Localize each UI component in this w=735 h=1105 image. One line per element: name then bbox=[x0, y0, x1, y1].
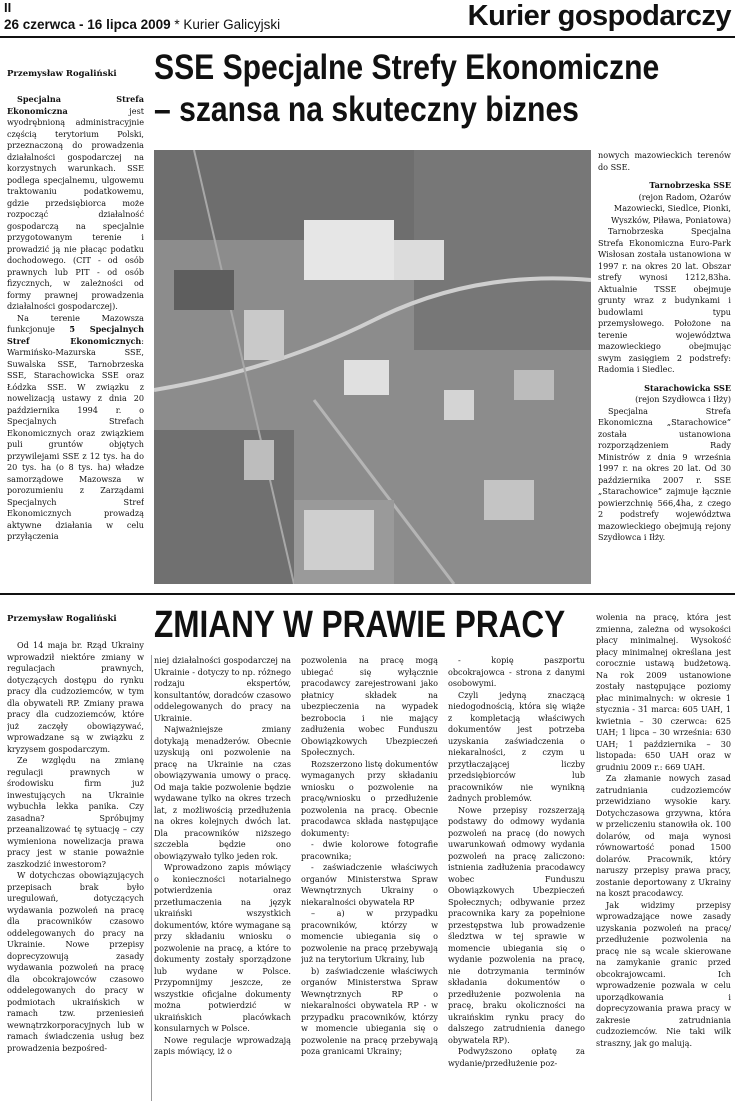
p2-bold: 5 Specjalnych Stref Ekonomicznych bbox=[7, 324, 144, 346]
a2-c2-p3: Wprowadzono zapis mówiący o konieczności notarialnego potwierdzenia oraz przetłumaczenia na język ukraiński wszystkich dokumentów, które wymagane są przy składaniu wniosku o pozwolenie na pracę, a które to dokumenty zostały sporządzone lub wydane w Polsce. Przypomnijmy jeszcze, ze wszystkie oficjalne dokumenty można potwierdzić w ukraińskich placówkach konsularnych w Polsce. bbox=[154, 862, 291, 1033]
starachowicka-text: Specjalna Strefa Ekonomiczna „Starachowice” została ustanowiona rozporządzeniem Rady Ministrów z dnia 9 września 1997 r. na okres 20 lat. Od 30 października 2007 r. SSE „Starachowice” zajmuje łącznie powierzchnię 566,4ha, z czego 2 podstrefy województwa mazowieckiego obejmują rejony Szydłowca i Iłży. bbox=[598, 405, 731, 542]
lead-text: jest wyodrębnioną administracyjnie częścią terytorium Polski, przeznaczoną do prowadzenia działalności gospodarczej na korzystnych warunkach. SSE podlega specjalnemu, ulgowemu traktowaniu podatkowemu, gdzie przedsiębiorca może rozpocząć działalność gospodarczą na specjalnie przygotowanym terenie i prowadzić ją nie płacąc podatku dochodowego. (CIT - od osób prawnych lub PIT - od osób fizycznych, w zależności od formy prawnej prowadzenia działalności gospodarczej). bbox=[7, 105, 144, 311]
a2-c3-p6: b) zaświadczenie właściwych organów Ministerstwa Spraw Wewnętrznych RP o niekaralności obywatela RP - w przypadku pracowników, którzy w momencie ubiegania się o pozwolenie na pracę przebywają poza granicami Ukrainy; bbox=[301, 965, 438, 1056]
column-divider bbox=[151, 655, 152, 1101]
a2-c2-p2: Najważniejsze zmiany dotykają menadżerów. Obecnie uzyskują oni pozwolenie na pracę na Ukrainie na czas obowiązywania umowy o pracę. Od maja takie pozwolenie będzie wydawane tylko na okres trzech lat, z możliwością przedłużenia na okres kolejnych dwóch lat. Dla pracowników niższego szczebla będzie ono obowiązywało tylko jeden rok. bbox=[154, 724, 291, 861]
a2-c4-p2: Czyli jedyną znaczącą niedogodnością, która się wiąże z kompletacją właściwych dokumentów jest potrzeba uzyskania zaświadczenia o niekaralności, z czym u przytłaczającej liczby przedsiębiorców lub pracowników nie wynikną żadnych problemów. bbox=[448, 689, 585, 803]
page-number: II bbox=[4, 0, 12, 15]
a2-c1-p3: W dotychczas obowiązujących przepisach brak było uregulowań, dotyczących wydawania pozwoleń na pracę dla pracowników czasowo oddelegowanych do pracy na Ukrainie. Nowe przepisy doprecyzowują zasady wydawania pozwoleń na pracę dla obcokrajowców czasowo oddelegowanych do pracy w podmiotach ukraińskich w ramach tzw. przeniesień wewnątrzkorporacyjnych lub w ramach świadczenia usług bez prowadzenia bezpośred- bbox=[7, 870, 144, 1053]
a2-c4-p1: - kopię paszportu obcokrajowca - strona z danymi osobowymi. bbox=[448, 655, 585, 688]
article1-left-column bbox=[7, 94, 144, 586]
a2-c1-p1: Od 14 maja br. Rząd Ukrainy wprowadził niektóre zmiany w regulacjach prawnych, dotyczących dostępu do rynku pracy dla cudzoziemców, w tym dla obywateli RP. Zmiany prawa pracy dla cudzoziemców, które już zaczęły obowiązywać, wprowadzane są w związku z kryzysem gospodarczym. bbox=[7, 640, 144, 754]
article2-column-4 bbox=[448, 655, 585, 1101]
a2-c1-p2: Ze względu na zmianę regulacji prawnych w środowisku firm już inwestujących na Ukrainie wybuchła lekka panika. Czy zasadna? Spróbujmy przeanalizować tę sytuację – czy wymieniona nowelizacja prawa pracy jest w stanie poważnie zaszkodzić inwestorom? bbox=[7, 755, 144, 869]
a2-c4-p3: Nowe przepisy rozszerzają podstawy do odmowy wydania pozwoleń na pracę (do nowych uwarunkowań odmowy wydania pozwoleń na pracę zaliczono: istnienia zadłużenia pracodawcy wobec Funduszu Obowiązkowych Ubezpieczeń Społecznych; odbywanie przez pracownika kary za popełnione przestępstwa lub prowadzenie śledztwa w tej sprawie w momencie ubiegania się o wydanie pozwolenia na pracę, nie dotrzymania terminów składania dokumentów o przedłużenie pozwolenia na pracę, braku okoliczności na ukraińskim rynku pracy do dalszego zatrudnienia danego obywatela RP). bbox=[448, 804, 585, 1045]
a2-c5-p2: Za złamanie nowych zasad zatrudniania cudzoziemców przewidziano wysokie kary. Dotychczasowa grzywna, która w przeliczeniu stanowiła ok. 100 dolarów, od maja wynosi równowartość ponad 1500 dolarów. Pracownik, który naruszy przepisy prawa pracy, zostanie deportowany z Ukrainy na koszt pracodawcy. bbox=[596, 773, 731, 898]
article1-author: Przemysław Rogaliński bbox=[7, 69, 117, 79]
a2-c3-p2: Rozszerzono listę dokumentów wymaganych przy składaniu wniosku o pozwolenie na pracę/wniosku o przedłużenie pozwolenia na pracę. Obecnie pracodawca składa następujące dokumenty: bbox=[301, 758, 438, 838]
tarnobrzeska-text: Tarnobrzeska Specjalna Strefa Ekonomiczna Euro-Park Wisłosan została ustanowiona w 1997 r. na okres 20 lat. Obszar strefy wynosi 1212,83ha. Aktualnie TSSE obejmuje grunty wraz z budynkami i budowlami typu przemysłowego. Położone na terenie województwa mazowieckiego obejmując swym zasięgiem 2 podstrefy: Radomia i Siedlec. bbox=[598, 226, 731, 374]
header-rule bbox=[0, 36, 735, 38]
tarnobrzeska-heading: Tarnobrzeska SSE bbox=[649, 180, 731, 190]
a2-c5-p3: Jak widzimy przepisy wprowadzające nowe zasady uzyskania pozwoleń na pracę/ przedłużenie pozwolenia na pracę nie są wcale skierowane na zamykanie granic przed obcokrajowcami. Ich wprowadzenie pozwala w celu uporządkowania i doprecyzowania prawa pracy w zakresie zatrudniania cudzoziemców. Nie taki wilk straszny, jak go malują. bbox=[596, 899, 731, 1048]
starachowicka-subheading: (rejon Szydłowca i Iłży) bbox=[635, 394, 731, 404]
article1-paragraph-2 bbox=[7, 313, 144, 543]
article1-right-column bbox=[598, 150, 731, 588]
a2-c3-p3: - dwie kolorowe fotografie pracownika; bbox=[301, 839, 438, 861]
a2-c5-p1: wolenia na pracę, która jest zmienna, zależna od wysokości płacy minimalnej. Wysokość płacy minimalnej określana jest corocznie ustawą budżetową. Na rok 2009 ustanowione zostały następujące poziomy płac minimalnych: w okresie 1 stycznia - 31 marca: 605 UAH, 1 kwietnia – 30 czerwca: 625 UAH; 1 lipca – 30 września: 630 UAH; 1 października – 30 listopada: 650 UAH oraz w grudniu 2009 r.: 669 UAH. bbox=[596, 612, 731, 772]
p2-text: : Warmińsko-Mazurska SSE, Suwalska SSE, Tarnobrzeska SSE, Starachowicka SSE oraz Łódzka SSE. W związku z nowelizacją ustawy z dnia 20 października 1994 r. o Specjalnych Strefach Ekonomicznych oraz związkiem puli gruntów objętych przywilejami SSE z 12 tys. ha do 20 tys. ha (o 8 tys. ha) władze samorządowe Mazowsza w porozumieniu z Zarządami Specjalnych Stref Ekonomicznych prowadzą aktywne działania w celu przyłączenia bbox=[7, 335, 144, 541]
article1-title-line1: SSE Specjalne Strefy Ekonomiczne bbox=[154, 48, 660, 87]
tarnobrzeska-subheading: (rejon Radom, Ożarów Mazowiecki, Siedlce, Pionki, Wyszków, Piława, Poniatowa) bbox=[610, 191, 731, 225]
article2-column-1 bbox=[7, 640, 144, 1100]
article2-column-5 bbox=[596, 612, 731, 1101]
aerial-photo bbox=[154, 150, 591, 584]
article1-title-line2: – szansa na skuteczny biznes bbox=[154, 90, 579, 129]
publication-name: Kurier Galicyjski bbox=[183, 17, 281, 32]
article2-title: ZMIANY W PRAWIE PRACY bbox=[154, 604, 566, 646]
article2-column-2 bbox=[154, 655, 291, 1101]
date-separator: * bbox=[170, 17, 184, 32]
article2-author: Przemysław Rogaliński bbox=[7, 614, 117, 624]
lead-bold: Specjalna Strefa Ekonomiczna bbox=[7, 94, 144, 116]
starachowicka-heading: Starachowicka SSE bbox=[644, 382, 731, 393]
issue-date: 26 czerwca - 16 lipca 2009 bbox=[4, 17, 171, 32]
issue-date-line bbox=[4, 17, 280, 33]
right-column-intro: nowych mazowieckich terenów do SSE. bbox=[598, 150, 731, 172]
article1-lead-paragraph bbox=[7, 94, 144, 313]
a2-c2-p4: Nowe regulacje wprowadzają zapis mówiący, iż o bbox=[154, 1034, 291, 1056]
a2-c2-p1: niej działalności gospodarczej na Ukrainie - dotyczy to np. różnego rodzaju ekspertów, konsultantów, doradców czasowo oddelegowanych do pracy na Ukrainie. bbox=[154, 655, 291, 723]
article-divider bbox=[0, 593, 735, 595]
article2-column-3 bbox=[301, 655, 438, 1101]
a2-c4-p4: Podwyższono opłatę za wydanie/przedłużenie poz- bbox=[448, 1046, 585, 1068]
p2-start: Na terenie Mazowsza funkcjonuje bbox=[7, 312, 144, 334]
section-title: Kurier gospodarczy bbox=[467, 0, 731, 32]
a2-c3-p1: pozwolenia na pracę mogą ubiegać się wyłącznie pracodawcy zarejestrowani jako płatnicy składek na ubezpieczenia na wypadek bezrobocia i nie mający zadłużenia wobec Funduszu Obowiązkowych Ubezpieczeń Społecznych. bbox=[301, 655, 438, 757]
a2-c3-p4: - zaświadczenie właściwych organów Ministerstwa Spraw Wewnętrznych Ukrainy o niekaralności obywatela RP bbox=[301, 862, 438, 907]
a2-c3-p5: – a) w przypadku pracowników, którzy w momencie ubiegania się o pozwolenie na pracę przebywają już na terytorium Ukrainy, lub bbox=[301, 908, 438, 964]
